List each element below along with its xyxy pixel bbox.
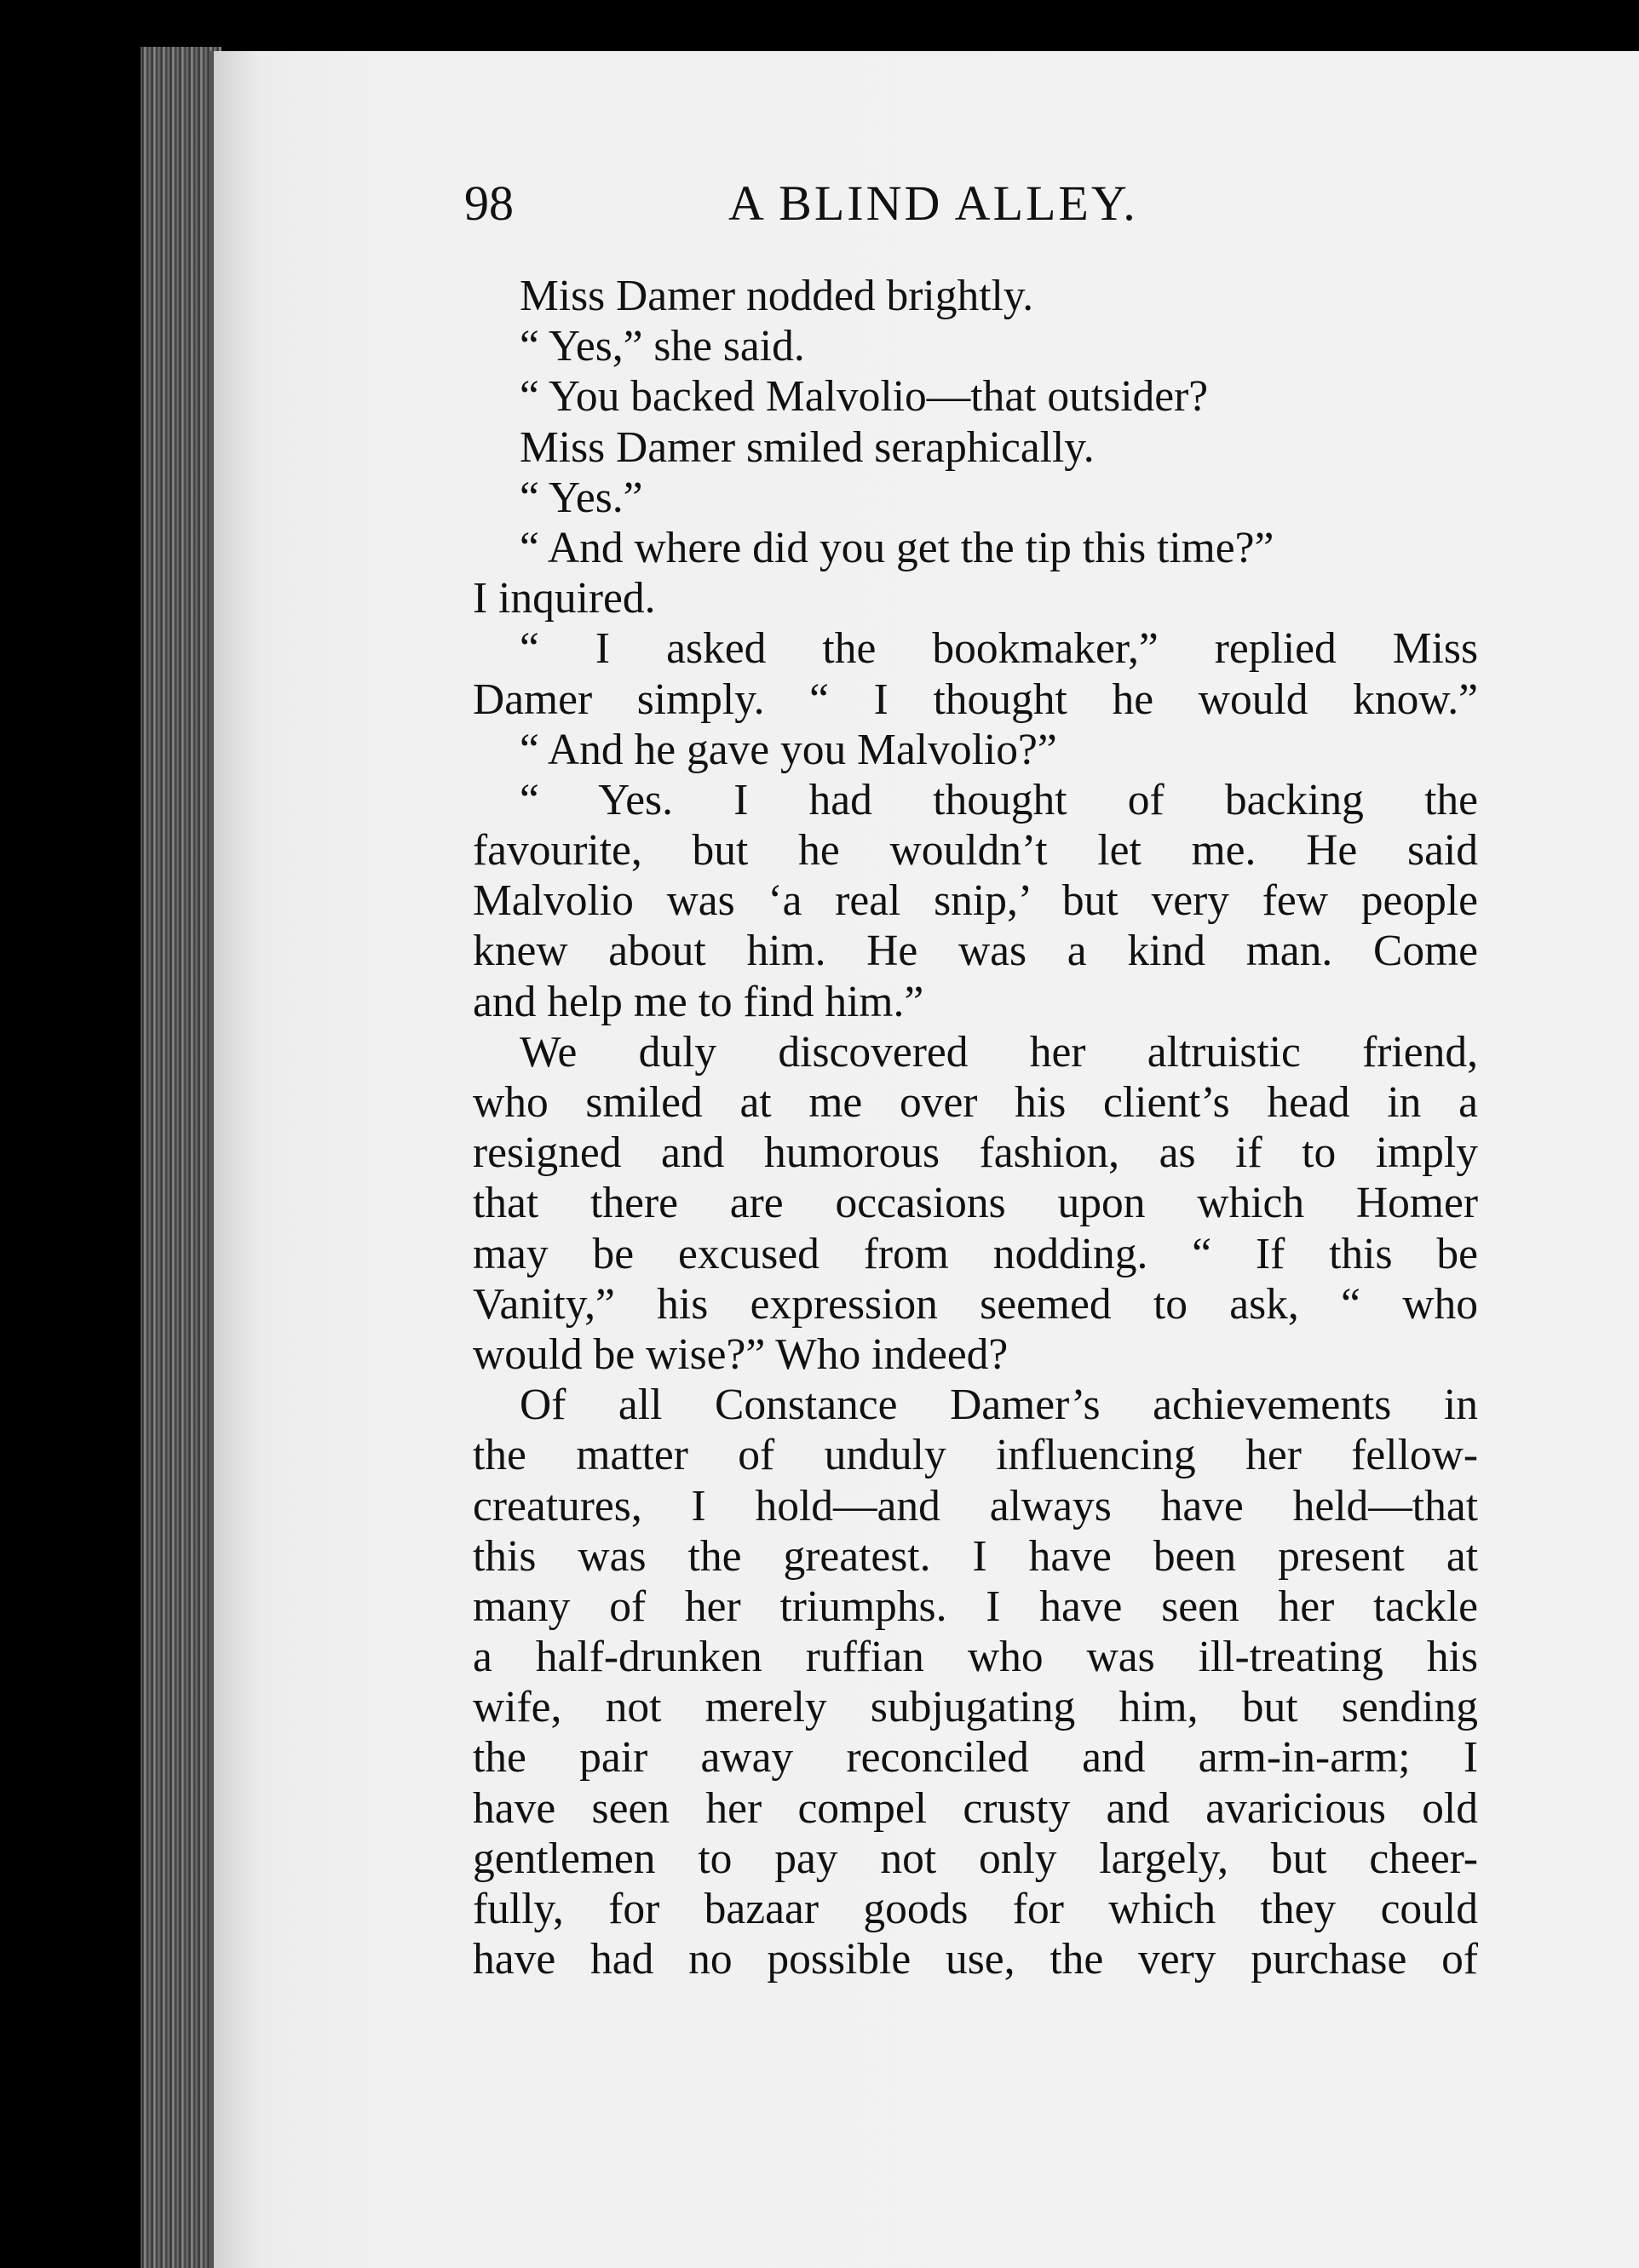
text-line: Malvolio was ‘a real snip,’ but very few people xyxy=(473,876,1478,926)
text-line: resigned and humorous fashion, as if to imply xyxy=(473,1128,1478,1178)
text-line: a half-drunken ruffian who was ill-treating his xyxy=(473,1633,1478,1682)
text-line: “ You backed Malvolio—that outsider? xyxy=(520,372,1209,422)
text-line: “ And where did you get the tip this time?” xyxy=(520,523,1274,572)
text-line: this was the greatest. I have been present at xyxy=(473,1531,1478,1581)
text-line: knew about him. He was a kind man. Come xyxy=(473,927,1478,976)
text-line: have seen her compel crusty and avaricious old xyxy=(473,1783,1478,1833)
text-line: favourite, but he wouldn’t let me. He said xyxy=(473,826,1478,876)
text-line: I inquired. xyxy=(473,574,656,623)
page-number: 98 xyxy=(464,175,514,231)
text-line: Vanity,” his expression seemed to ask, “ who xyxy=(473,1279,1478,1329)
text-line: Miss Damer nodded brightly. xyxy=(520,272,1034,320)
text-line: “ Yes,” she said. xyxy=(520,322,805,371)
text-line: Damer simply. “ I thought he would know.” xyxy=(473,675,1478,724)
text-line: who smiled at me over his client’s head in a xyxy=(473,1078,1478,1127)
text-line: have had no possible use, the very purchase of xyxy=(473,1935,1478,1984)
text-line: many of her triumphs. I have seen her tackle xyxy=(473,1582,1478,1631)
text-line: the matter of unduly influencing her fellow- xyxy=(473,1431,1478,1480)
body-text xyxy=(473,271,1478,1984)
text-line: fully, for bazaar goods for which they could xyxy=(473,1885,1478,1933)
text-line: may be excused from nodding. “ If this be xyxy=(473,1229,1478,1278)
text-line: that there are occasions upon which Homer xyxy=(473,1179,1478,1228)
text-line: gentlemen to pay not only largely, but cheer- xyxy=(473,1834,1478,1883)
text-line: creatures, I hold—and always have held—that xyxy=(473,1481,1478,1530)
text-line: “ Yes.” xyxy=(520,473,643,522)
text-line: and help me to find him.” xyxy=(473,977,924,1026)
text-line: Miss Damer smiled seraphically. xyxy=(520,422,1095,472)
text-line: Of all Constance Damer’s achievements in xyxy=(520,1381,1478,1430)
running-title: A BLIND ALLEY. xyxy=(728,175,1138,231)
text-line: “ Yes. I had thought of backing the xyxy=(520,775,1478,824)
gutter-shadow xyxy=(209,51,214,2268)
text-line: wife, not merely subjugating him, but sending xyxy=(473,1683,1478,1732)
text-line: We duly discovered her altruistic friend, xyxy=(520,1027,1478,1077)
text-line: would be wise?” Who indeed? xyxy=(473,1329,1009,1379)
running-head xyxy=(464,175,1214,243)
text-line: “ And he gave you Malvolio?” xyxy=(520,725,1057,774)
text-line: “ I asked the bookmaker,” replied Miss xyxy=(520,624,1478,674)
text-line: the pair away reconciled and arm-in-arm; I xyxy=(473,1733,1478,1783)
